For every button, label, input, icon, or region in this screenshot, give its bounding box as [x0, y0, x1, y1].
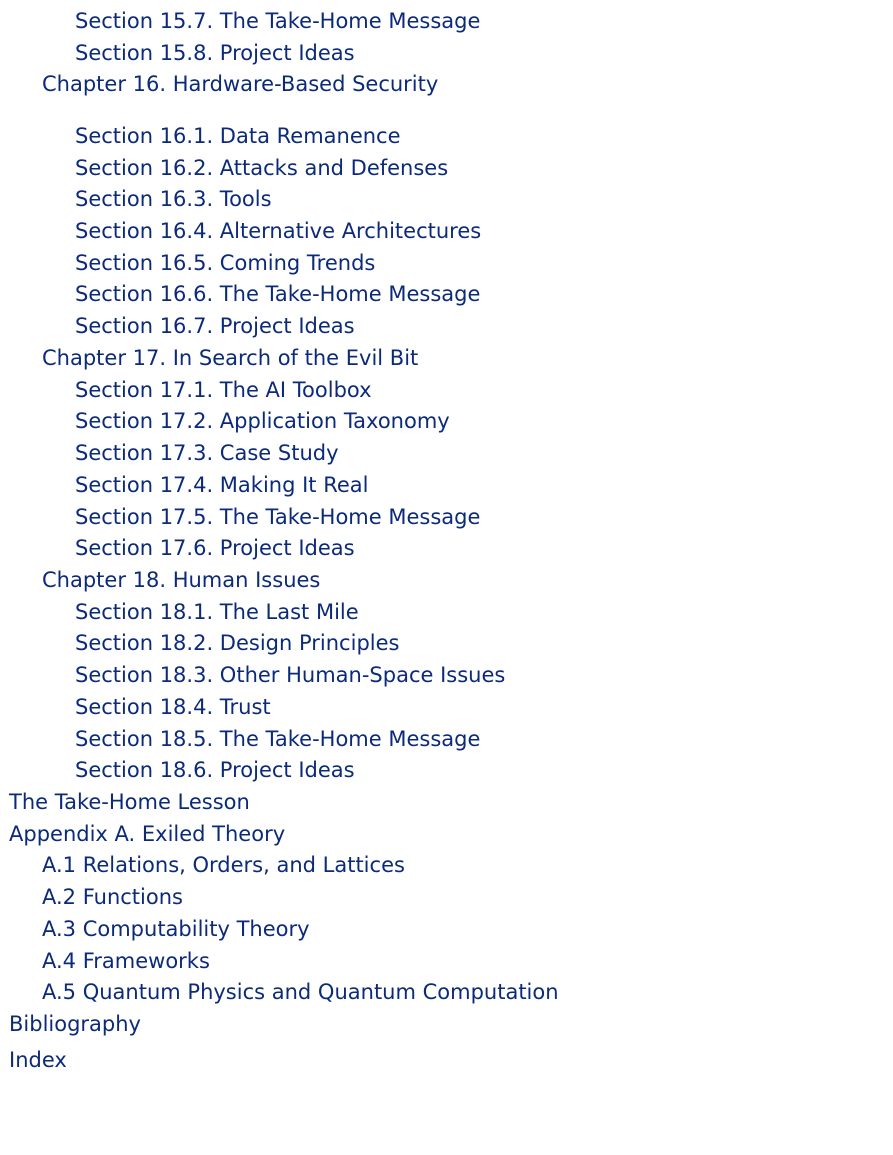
- toc-link-section-17-4[interactable]: Section 17.4. Making It Real: [75, 473, 369, 497]
- toc-link-appendix-a-5[interactable]: A.5 Quantum Physics and Quantum Computation: [42, 980, 559, 1004]
- toc-link-appendix-a-2[interactable]: A.2 Functions: [42, 885, 183, 909]
- toc-link-chapter-16[interactable]: Chapter 16. Hardware-Based Security: [42, 72, 439, 96]
- toc-link-section-15-8[interactable]: Section 15.8. Project Ideas: [75, 41, 355, 65]
- toc-link-take-home-lesson[interactable]: The Take-Home Lesson: [9, 790, 250, 814]
- toc-link-bibliography[interactable]: Bibliography: [9, 1012, 141, 1036]
- toc-link-section-18-3[interactable]: Section 18.3. Other Human-Space Issues: [75, 663, 506, 687]
- toc-link-section-16-2[interactable]: Section 16.2. Attacks and Defenses: [75, 156, 449, 180]
- toc-link-section-18-5[interactable]: Section 18.5. The Take-Home Message: [75, 727, 481, 751]
- toc-link-section-16-4[interactable]: Section 16.4. Alternative Architectures: [75, 219, 482, 243]
- toc-link-section-16-7[interactable]: Section 16.7. Project Ideas: [75, 314, 355, 338]
- toc-link-section-17-2[interactable]: Section 17.2. Application Taxonomy: [75, 409, 450, 433]
- toc-link-section-18-4[interactable]: Section 18.4. Trust: [75, 695, 271, 719]
- toc-link-section-16-3[interactable]: Section 16.3. Tools: [75, 187, 272, 211]
- toc-link-chapter-17[interactable]: Chapter 17. In Search of the Evil Bit: [42, 346, 419, 370]
- toc-link-chapter-18[interactable]: Chapter 18. Human Issues: [42, 568, 321, 592]
- toc-link-section-16-5[interactable]: Section 16.5. Coming Trends: [75, 251, 376, 275]
- toc-link-section-17-3[interactable]: Section 17.3. Case Study: [75, 441, 339, 465]
- toc-link-appendix-a[interactable]: Appendix A. Exiled Theory: [9, 822, 286, 846]
- toc-link-section-15-7[interactable]: Section 15.7. The Take-Home Message: [75, 9, 481, 33]
- toc-link-section-18-2[interactable]: Section 18.2. Design Principles: [75, 631, 400, 655]
- toc-link-index[interactable]: Index: [9, 1048, 67, 1072]
- toc-link-section-16-6[interactable]: Section 16.6. The Take-Home Message: [75, 282, 481, 306]
- toc-link-section-18-6[interactable]: Section 18.6. Project Ideas: [75, 758, 355, 782]
- toc-link-section-17-1[interactable]: Section 17.1. The AI Toolbox: [75, 378, 372, 402]
- toc-link-section-17-6[interactable]: Section 17.6. Project Ideas: [75, 536, 355, 560]
- toc-link-appendix-a-1[interactable]: A.1 Relations, Orders, and Lattices: [42, 853, 405, 877]
- toc-link-section-16-1[interactable]: Section 16.1. Data Remanence: [75, 124, 401, 148]
- toc-link-section-17-5[interactable]: Section 17.5. The Take-Home Message: [75, 505, 481, 529]
- toc-link-appendix-a-4[interactable]: A.4 Frameworks: [42, 949, 210, 973]
- toc-link-appendix-a-3[interactable]: A.3 Computability Theory: [42, 917, 310, 941]
- toc-link-section-18-1[interactable]: Section 18.1. The Last Mile: [75, 600, 359, 624]
